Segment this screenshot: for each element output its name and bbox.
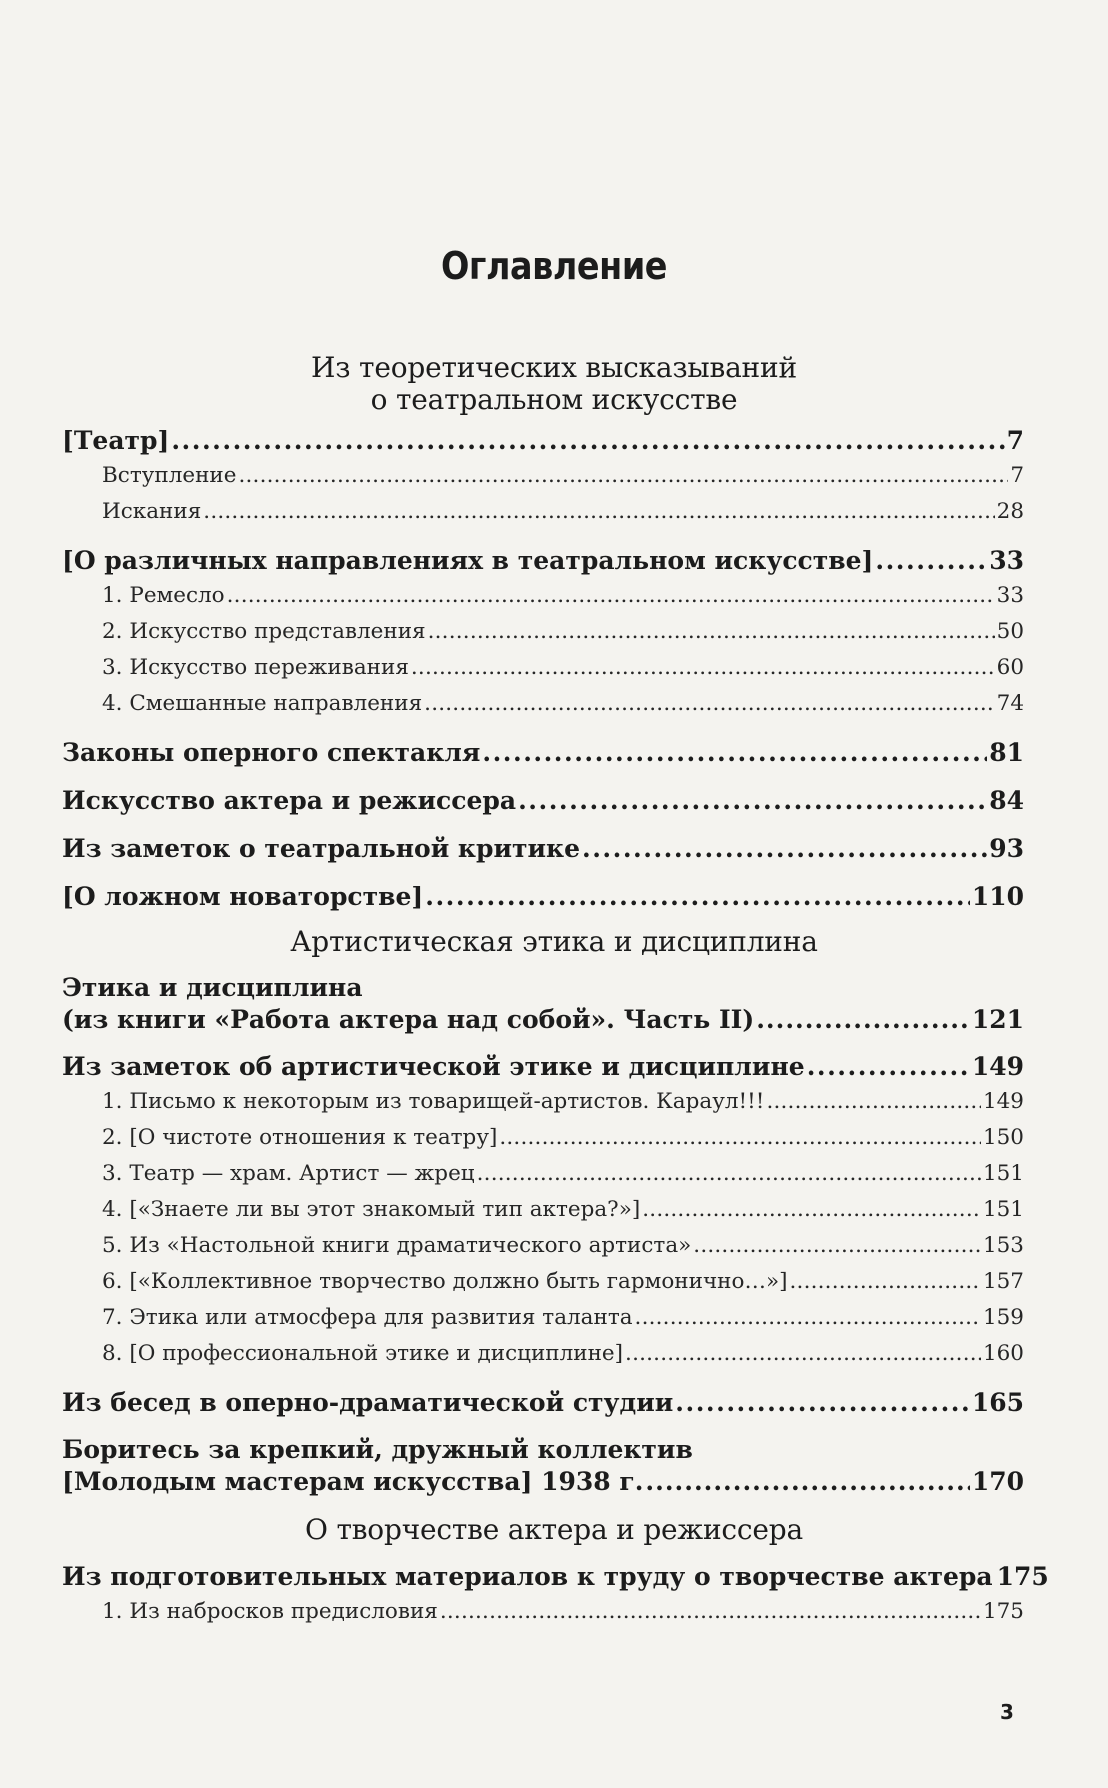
section-heading-line: Артистическая этика и дисциплина (290, 925, 818, 958)
toc-entry[interactable] (62, 494, 1024, 530)
section-heading (62, 1514, 1024, 1546)
toc-entry-title-line1: Боритесь за крепкий, дружный коллектив (62, 1435, 693, 1464)
toc-entry-page: 81 (989, 738, 1024, 767)
toc-entry-title: 2. Искусство представления (102, 619, 426, 644)
toc-entry-title: [О различных направлениях в театральном искусстве] (62, 546, 874, 575)
toc-entry[interactable] (62, 1264, 1024, 1300)
toc-entry-page: 84 (989, 786, 1024, 815)
dot-leader (756, 1004, 970, 1036)
toc-entry-title: 3. Искусство переживания (102, 655, 409, 680)
dot-leader (518, 784, 987, 818)
toc-entry[interactable] (62, 1560, 1049, 1594)
toc-entry-page: 110 (971, 882, 1024, 911)
dot-leader (693, 1228, 981, 1264)
section-heading-line: о театральном искусстве (370, 383, 738, 416)
toc-entry-page: 50 (996, 619, 1024, 644)
dot-leader (645, 1466, 969, 1498)
dot-leader (424, 686, 994, 722)
toc-entry[interactable] (62, 578, 1024, 614)
toc-entry[interactable] (62, 424, 1024, 458)
toc-entry-title: Искусство актера и режиссера (62, 786, 517, 815)
toc-entry[interactable] (62, 880, 1024, 914)
toc-entry[interactable] (62, 544, 1024, 578)
toc-entry[interactable] (62, 686, 1024, 722)
toc-entry[interactable] (62, 1050, 1024, 1084)
dot-leader (440, 1594, 981, 1630)
toc-entry-title-line1: Этика и дисциплина (62, 973, 363, 1002)
section-heading (62, 352, 1024, 416)
toc-entry-title: 7. Этика или атмосфера для развития таланта (102, 1305, 633, 1330)
toc-entry[interactable] (62, 614, 1024, 650)
toc-entry[interactable] (62, 784, 1024, 818)
toc-entry-page: 157 (982, 1269, 1024, 1294)
dot-leader (675, 1386, 970, 1420)
toc-entry-page: 121 (971, 1005, 1024, 1034)
toc-entry-page: 28 (996, 499, 1024, 524)
toc-entry[interactable] (62, 650, 1024, 686)
toc-entry-page: 93 (989, 834, 1024, 863)
dot-leader (425, 880, 970, 914)
toc-entry-title: Законы оперного спектакля (62, 738, 481, 767)
dot-leader (582, 832, 987, 866)
dot-leader (766, 1084, 981, 1120)
toc-entry-title: 6. [«Коллективное творчество должно быть гармонично…»] (102, 1269, 788, 1294)
toc-entry-title: 3. Театр — храм. Артист — жрец (102, 1161, 475, 1186)
toc-entry-title: Из подготовительных материалов к труду о творчестве актера (62, 1562, 993, 1591)
toc-entry[interactable] (62, 832, 1024, 866)
toc-entry-page: 149 (971, 1052, 1024, 1081)
toc-entry-title: Из бесед в оперно-драматической студии (62, 1388, 674, 1417)
dot-leader (428, 614, 995, 650)
toc-entry-page: 150 (982, 1125, 1024, 1150)
toc-entry-title: Из заметок о театральной критике (62, 834, 581, 863)
dot-leader (171, 424, 1004, 458)
toc-entry-page: 170 (971, 1467, 1024, 1496)
toc-entry[interactable] (62, 1336, 1024, 1372)
toc-entry-title: Искания (102, 499, 202, 524)
dot-leader (499, 1120, 981, 1156)
toc-entry-page: 165 (971, 1388, 1024, 1417)
dot-leader (411, 650, 995, 686)
dot-leader (477, 1156, 981, 1192)
toc-entry-title: 4. [«Знаете ли вы этот знакомый тип актера?»] (102, 1197, 641, 1222)
toc-entry[interactable] (62, 1228, 1024, 1264)
toc-entry[interactable] (62, 1156, 1024, 1192)
dot-leader (227, 578, 995, 614)
dot-leader (625, 1336, 981, 1372)
toc-entry[interactable] (62, 1084, 1024, 1120)
toc-entry[interactable] (62, 1386, 1024, 1420)
toc-entry-line2 (62, 1004, 1024, 1036)
toc-entry-title: Вступление (102, 463, 237, 488)
toc-entry-page: 33 (996, 583, 1024, 608)
toc-entry-page: 149 (982, 1089, 1024, 1114)
toc-entry-title: 4. Смешанные направления (102, 691, 423, 716)
toc-entry-title: 1. Ремесло (102, 583, 225, 608)
section-heading-line: Из теоретических высказываний (311, 351, 797, 384)
table-of-contents (62, 351, 1049, 1630)
toc-entry-title: 2. [О чистоте отношения к театру] (102, 1125, 498, 1150)
toc-entry-page: 7 (1006, 426, 1024, 455)
toc-entry-title: [О ложном новаторстве] (62, 882, 424, 911)
toc-entry-page: 151 (982, 1197, 1024, 1222)
toc-entry-page: 153 (982, 1233, 1024, 1258)
dot-leader (875, 544, 987, 578)
dot-leader (203, 494, 994, 530)
toc-entry-page: 175 (996, 1562, 1049, 1591)
toc-entry-title: 1. Из набросков предисловия (102, 1599, 438, 1624)
toc-entry-title: [Театр] (62, 426, 170, 455)
toc-entry[interactable] (62, 1192, 1024, 1228)
toc-entry-title: 1. Письмо к некоторым из товарищей-артистов. Караул!!! (102, 1089, 765, 1114)
toc-entry-page: 74 (996, 691, 1024, 716)
toc-entry[interactable] (62, 458, 1024, 494)
toc-entry-page: 33 (989, 546, 1024, 575)
toc-entry-page: 160 (982, 1341, 1024, 1366)
toc-entry-line2 (62, 1466, 1024, 1498)
toc-entry-page: 175 (982, 1599, 1024, 1624)
toc-entry-title: 8. [О профессиональной этике и дисциплине] (102, 1341, 624, 1366)
toc-entry[interactable] (62, 972, 1024, 1036)
toc-entry-title: 5. Из «Настольной книги драматического артиста» (102, 1233, 692, 1258)
toc-entry[interactable] (62, 736, 1024, 770)
section-heading (62, 926, 1024, 958)
toc-entry-page: 60 (996, 655, 1024, 680)
dot-leader (482, 736, 987, 770)
dot-leader (790, 1264, 981, 1300)
dot-leader (642, 1192, 981, 1228)
section-heading-line: О творчестве актера и режиссера (305, 1513, 803, 1546)
dot-leader (807, 1050, 970, 1084)
toc-entry[interactable] (62, 1300, 1024, 1336)
toc-entry-page: 159 (982, 1305, 1024, 1330)
toc-entry-title: [Молодым мастерам искусства] 1938 г. (62, 1467, 644, 1496)
toc-entry-page: 7 (1010, 463, 1024, 488)
toc-entry[interactable] (62, 1120, 1024, 1156)
toc-title: Оглавление (440, 244, 668, 288)
toc-entry-page: 151 (982, 1161, 1024, 1186)
dot-leader (238, 458, 1008, 494)
toc-entry-title: Из заметок об артистической этике и дисциплине (62, 1052, 805, 1081)
toc-entry[interactable] (62, 1594, 1024, 1630)
toc-entry-title: (из книги «Работа актера над собой». Часть II) (62, 1005, 755, 1034)
toc-entry[interactable] (62, 1434, 1024, 1498)
page-number: 3 (1000, 1700, 1014, 1724)
dot-leader (635, 1300, 981, 1336)
